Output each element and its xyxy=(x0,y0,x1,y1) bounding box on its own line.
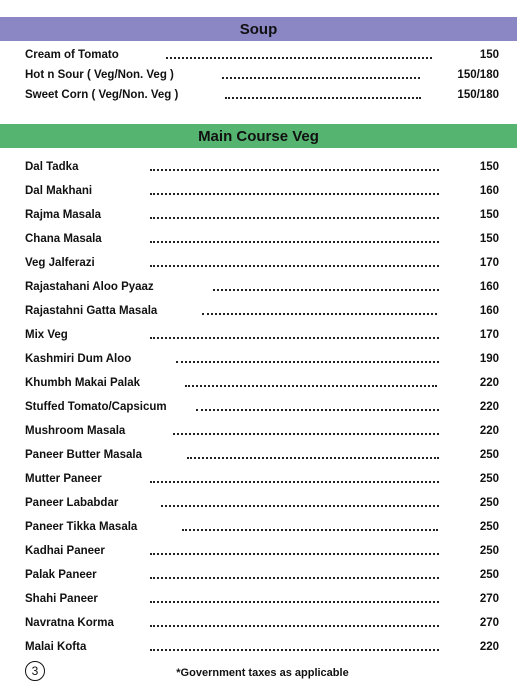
item-price: 220 xyxy=(479,425,499,437)
dot-leader xyxy=(150,217,439,219)
item-name: Navratna Korma xyxy=(25,617,114,629)
dot-leader xyxy=(173,433,439,435)
item-name: Kashmiri Dum Aloo xyxy=(25,353,132,365)
menu-item xyxy=(0,230,517,250)
item-name: Stuffed Tomato/Capsicum xyxy=(25,401,167,413)
dot-leader xyxy=(213,289,439,291)
menu-item xyxy=(0,206,517,226)
item-price: 170 xyxy=(479,257,499,269)
dot-leader xyxy=(150,169,439,171)
dot-leader xyxy=(150,649,439,651)
item-name: Shahi Paneer xyxy=(25,593,98,605)
menu-item xyxy=(0,566,517,586)
dot-leader xyxy=(150,577,439,579)
item-name: Palak Paneer xyxy=(25,569,97,581)
dot-leader xyxy=(225,97,421,99)
menu-item xyxy=(0,46,517,66)
dot-leader xyxy=(176,361,439,363)
item-price: 220 xyxy=(479,401,499,413)
item-price: 220 xyxy=(479,641,499,653)
dot-leader xyxy=(150,601,439,603)
item-price: 250 xyxy=(479,449,499,461)
item-price: 250 xyxy=(479,569,499,581)
item-name: Rajastahani Aloo Pyaaz xyxy=(25,281,154,293)
menu-item xyxy=(0,350,517,370)
menu-item xyxy=(0,638,517,658)
item-price: 270 xyxy=(479,617,499,629)
dot-leader xyxy=(202,313,437,315)
item-price: 250 xyxy=(479,521,499,533)
item-price: 170 xyxy=(479,329,499,341)
item-name: Rajastahni Gatta Masala xyxy=(25,305,158,317)
item-price: 160 xyxy=(479,305,499,317)
menu-item xyxy=(0,326,517,346)
menu-item xyxy=(0,542,517,562)
menu-item xyxy=(0,422,517,442)
menu-item xyxy=(0,470,517,490)
item-price: 250 xyxy=(479,497,499,509)
dot-leader xyxy=(182,529,438,531)
page-number: 3 xyxy=(31,664,39,678)
item-name: Cream of Tomato xyxy=(25,49,119,61)
item-price: 150/180 xyxy=(457,69,499,81)
dot-leader xyxy=(196,409,439,411)
dot-leader xyxy=(166,57,432,59)
item-price: 220 xyxy=(479,377,499,389)
item-name: Dal Makhani xyxy=(25,185,93,197)
menu-item xyxy=(0,254,517,274)
dot-leader xyxy=(150,193,439,195)
item-name: Mushroom Masala xyxy=(25,425,126,437)
item-name: Dal Tadka xyxy=(25,161,79,173)
item-name: Mix Veg xyxy=(25,329,68,341)
item-name: Rajma Masala xyxy=(25,209,102,221)
item-price: 150 xyxy=(479,49,499,61)
menu-item xyxy=(0,182,517,202)
menu-item xyxy=(0,374,517,394)
item-price: 150/180 xyxy=(457,89,499,101)
dot-leader xyxy=(187,457,439,459)
menu-item xyxy=(0,158,517,178)
item-name: Kadhai Paneer xyxy=(25,545,105,557)
item-name: Hot n Sour ( Veg/Non. Veg ) xyxy=(25,69,174,81)
dot-leader xyxy=(150,265,439,267)
menu-item xyxy=(0,614,517,634)
item-price: 150 xyxy=(479,233,499,245)
menu-item xyxy=(0,494,517,514)
item-name: Sweet Corn ( Veg/Non. Veg ) xyxy=(25,89,179,101)
item-name: Paneer Lababdar xyxy=(25,497,119,509)
item-price: 160 xyxy=(479,281,499,293)
menu-item xyxy=(0,398,517,418)
dot-leader xyxy=(150,481,439,483)
item-name: Paneer Tikka Masala xyxy=(25,521,138,533)
item-name: Chana Masala xyxy=(25,233,102,245)
menu-item xyxy=(0,278,517,298)
menu-item xyxy=(0,446,517,466)
menu-item xyxy=(0,66,517,86)
dot-leader xyxy=(222,77,420,79)
dot-leader xyxy=(150,241,439,243)
menu-item xyxy=(0,86,517,106)
menu-item xyxy=(0,518,517,538)
item-price: 160 xyxy=(479,185,499,197)
item-price: 250 xyxy=(479,545,499,557)
main-course-veg-section-header xyxy=(0,124,517,148)
menu-item xyxy=(0,590,517,610)
item-name: Paneer Butter Masala xyxy=(25,449,142,461)
item-price: 190 xyxy=(479,353,499,365)
menu-item xyxy=(0,302,517,322)
item-name: Malai Kofta xyxy=(25,641,87,653)
dot-leader xyxy=(161,505,439,507)
item-name: Mutter Paneer xyxy=(25,473,102,485)
dot-leader xyxy=(150,337,439,339)
soup-section-title: Soup xyxy=(239,20,278,38)
dot-leader xyxy=(185,385,437,387)
item-name: Veg Jalferazi xyxy=(25,257,95,269)
item-name: Khumbh Makai Palak xyxy=(25,377,141,389)
soup-section-header xyxy=(0,17,517,41)
dot-leader xyxy=(150,625,439,627)
main-course-veg-section-title: Main Course Veg xyxy=(198,127,319,145)
item-price: 150 xyxy=(479,161,499,173)
tax-footnote: *Government taxes as applicable xyxy=(176,667,349,679)
dot-leader xyxy=(150,553,439,555)
item-price: 150 xyxy=(479,209,499,221)
item-price: 250 xyxy=(479,473,499,485)
item-price: 270 xyxy=(479,593,499,605)
